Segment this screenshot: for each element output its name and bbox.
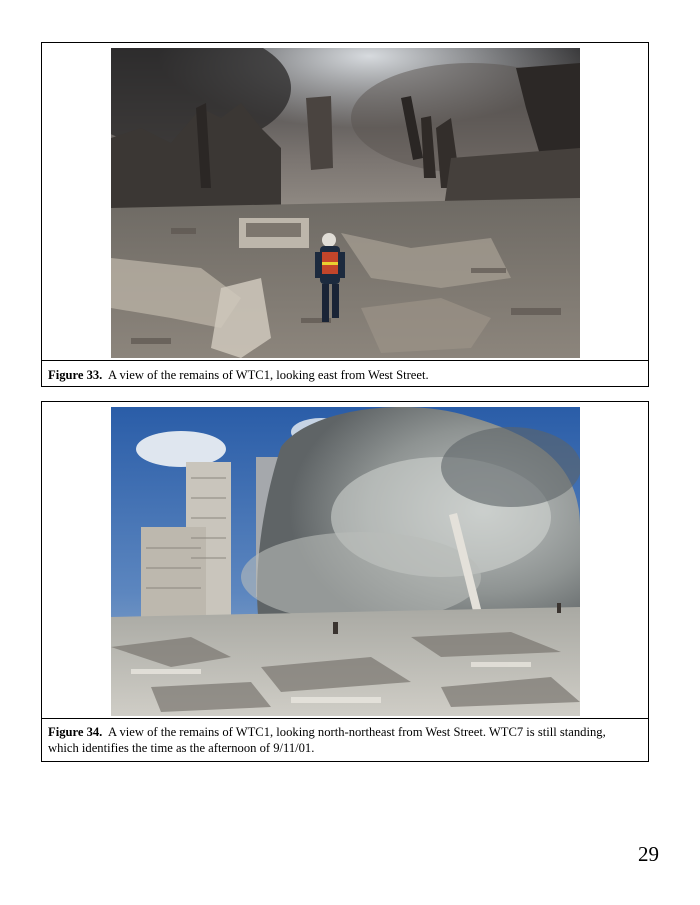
page-number: 29 <box>638 842 659 866</box>
figure-34-caption-text: A view of the remains of WTC1, looking north-northeast from West Street. WTC7 is still standing, which identifies the time as the afternoon of 9/11/01. <box>48 725 606 755</box>
figure-33-frame <box>41 42 649 387</box>
figure-34-photo-graphic <box>111 407 580 716</box>
figure-34-caption <box>48 724 638 756</box>
figure-34-frame <box>41 401 649 762</box>
figure-33-photo <box>111 48 580 358</box>
figure-33-caption-text: A view of the remains of WTC1, looking east from West Street. <box>107 368 429 382</box>
figure-33-label: Figure 33. <box>48 368 103 382</box>
figure-33-photo-graphic <box>111 48 580 358</box>
figure-34-photo <box>111 407 580 716</box>
figure-33-caption <box>48 367 638 383</box>
caption-divider <box>42 718 648 719</box>
caption-divider <box>42 360 648 361</box>
figure-34-label: Figure 34. <box>48 725 103 739</box>
